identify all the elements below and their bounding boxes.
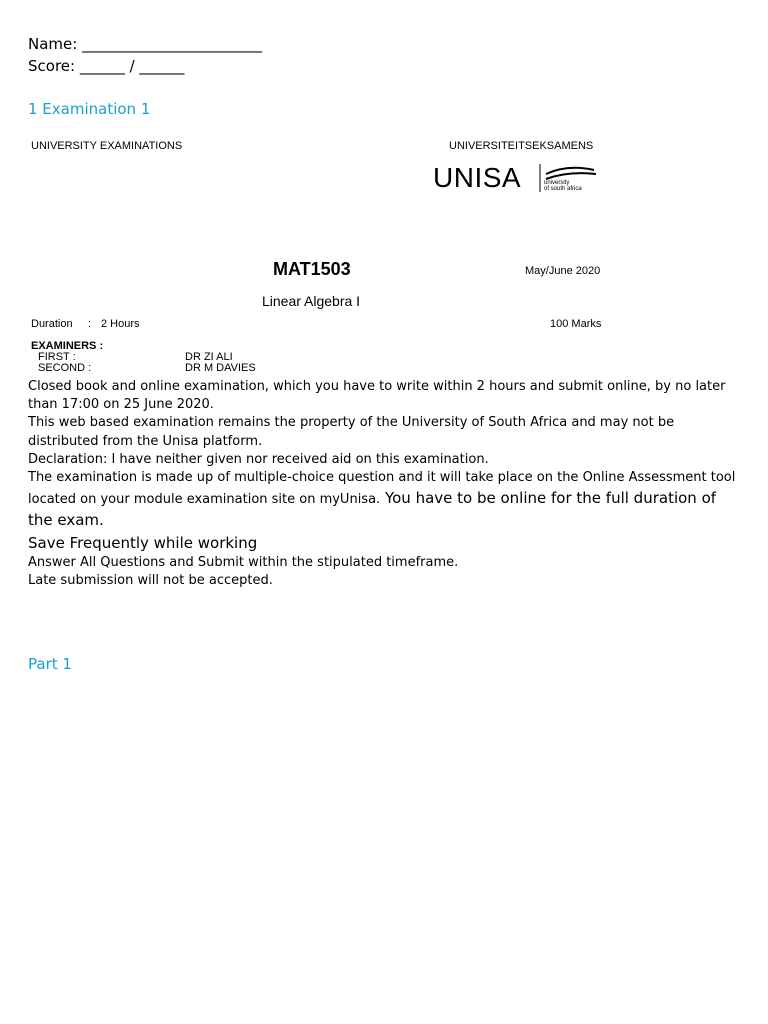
- instruction-online-tool: [28, 469, 740, 532]
- total-marks: 100 Marks: [550, 318, 602, 330]
- duration-value: 2 Hours: [101, 318, 140, 330]
- first-examiner-name: DR ZI ALI: [185, 351, 233, 363]
- score-field-label: Score: ______ / ______: [28, 57, 185, 75]
- instruction-closed-book: Closed book and online examination, which you have to write within 2 hours and submit online, by no later than 17:00 on 25 June 2020.: [28, 379, 726, 413]
- exam-session: May/June 2020: [525, 265, 601, 277]
- universiteitseksamens-heading: UNIVERSITEITSEKSAMENS: [449, 140, 594, 152]
- exam-cover-header: [28, 134, 608, 376]
- instruction-stay-online: You have to be online for the full duration of the exam.: [28, 489, 717, 530]
- examiners-label: EXAMINERS :: [31, 340, 104, 352]
- duration-label: Duration: [31, 318, 73, 330]
- unisa-logo-text: UNISA: [433, 162, 522, 193]
- exam-instructions: [28, 378, 740, 590]
- first-examiner-label: FIRST :: [38, 351, 76, 363]
- second-examiner-name: DR M DAVIES: [185, 362, 256, 374]
- part-title: Part 1: [28, 655, 72, 673]
- instruction-declaration: Declaration: I have neither given nor received aid on this examination.: [28, 451, 489, 467]
- university-examinations-heading: UNIVERSITY EXAMINATIONS: [31, 140, 183, 152]
- duration-separator: :: [88, 318, 92, 330]
- instruction-property: This web based examination remains the property of the University of South Africa and may not be distributed from the Unisa platform.: [28, 415, 675, 449]
- second-examiner-label: SECOND :: [38, 362, 92, 374]
- instruction-answer-all: Answer All Questions and Submit within the stipulated timeframe.: [28, 554, 459, 570]
- instruction-save-frequently: Save Frequently while working: [28, 533, 258, 552]
- instruction-online-tool-text: The examination is made up of multiple-choice question and it will take place on the Online Assessment tool located on your module examination site on myUnisa.: [28, 470, 736, 508]
- instruction-late-submission: Late submission will not be accepted.: [28, 572, 273, 588]
- module-title: Linear Algebra I: [262, 293, 361, 309]
- name-field-label: Name: ________________________: [28, 35, 263, 53]
- logo-subtitle: university of south africa: [544, 180, 582, 192]
- module-code: MAT1503: [273, 259, 351, 279]
- section-title: 1 Examination 1: [28, 100, 151, 118]
